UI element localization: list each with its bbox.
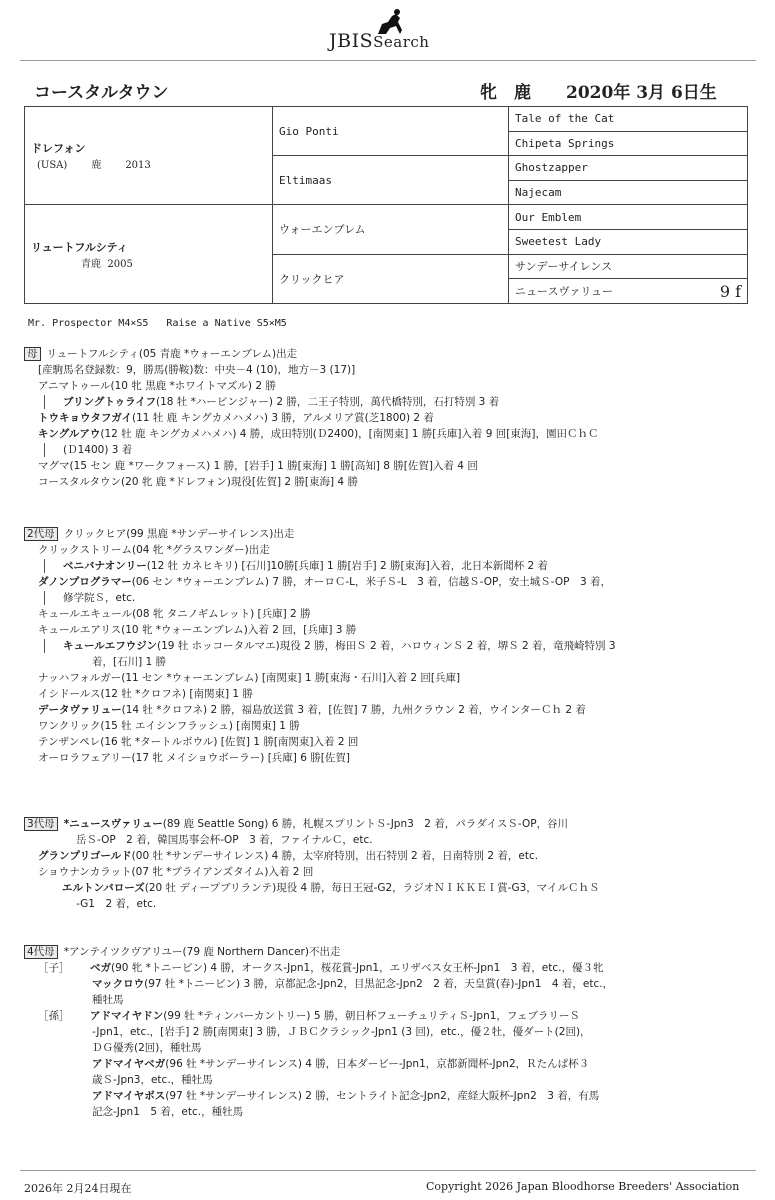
sire-name[interactable]: ドレフォン	[31, 142, 86, 156]
dam-section: 母 リュートフルシティ(05 青鹿 *ウォーエンブレム)出走 [産駒馬名登録数：9，勝馬(勝鞍)数：中央－4 (10)，地方－3 (17)] アニマトゥール(10 牝 黒鹿 *ホワイトマズル) 2 勝 ブリングトゥライフ(18 牡 *ハービンジャー) 2 勝，二王子特別，萬代橋特別，石打特別 3 着 トウキョウタフガイ(11 牡 鹿 キングカメハメハ) 3 勝，アルメリア賞(芝1800) 2 着 キングルアウ(12 牡 鹿 キングカメハメハ) 4 勝，成田特別(Ｄ2400)，[南関東] 1 勝[兵庫]入着 9 回[東海]，園田ＣｈＣ (Ｄ1400) 3 着 マグマ(15 セン 鹿 *ワークフォース) 1 勝，[岩手] 1 勝[東海] 1 勝[高知] 8 勝[佐賀]入着 4 回 コースタルタウン(20 牝 鹿 *ドレフォン)現役[佐賀] 2 勝[東海] 4 勝	[24, 346, 764, 490]
sire-dam-cell[interactable]: Eltimaas	[273, 156, 509, 205]
horse-name: コースタルタウン	[34, 83, 169, 103]
g3-ancestor[interactable]: Tale of the Cat	[509, 107, 748, 132]
logo-text: JBISSearch	[329, 30, 430, 52]
g3-ancestor[interactable]: ニュースヴァリュー	[515, 284, 614, 298]
third-dam-section: 3代母 *ニュースヴァリュー(89 鹿 Seattle Song) 6 勝，札幌スプリントＳ-Jpn3 2 着，パラダイスＳ-OP，谷川 岳Ｓ-OP 2 着，韓国馬事会杯-OP 3 着，ファイナルＣ，etc. グランプリゴールド(00 牡 *サンデーサイレンス) 4 勝，太宰府特別，出石特別 2 着，日南特別 2 着，etc. ショウナンカラット(07 牝 *ブライアンズタイム)入着 2 回 エルトンバローズ(20 牡 ディープブリランテ)現役 4 勝，毎日王冠-G2，ラジオＮＩＫＫＥＩ賞-G3，マイルＣｈＳ -G1 2 着，etc.	[24, 816, 764, 912]
family-number: 9 f	[719, 281, 741, 301]
dam-sire-cell[interactable]: ウォーエンブレム	[273, 205, 509, 254]
sire-sire-cell[interactable]: Gio Ponti	[273, 107, 509, 156]
sire-info: (USA) 鹿 2013	[37, 160, 151, 172]
horse-color: 鹿	[514, 83, 531, 103]
horse-birth-date: 2020年 3月 6日生	[566, 83, 717, 103]
section-tag: 2代母	[24, 527, 58, 541]
section-tag: 母	[24, 347, 41, 361]
section-tag: 3代母	[24, 817, 58, 831]
g3-ancestor[interactable]: Chipeta Springs	[509, 131, 748, 156]
dam-cell	[25, 205, 273, 303]
horse-header	[34, 78, 734, 104]
inbreeding-info: Mr. Prospector M4×S5 Raise a Native S5×M5	[28, 318, 287, 329]
g3-ancestor[interactable]: Sweetest Lady	[509, 229, 748, 254]
g3-ancestor-last	[509, 279, 748, 304]
pedigree-table	[24, 106, 748, 304]
g3-ancestor[interactable]: Our Emblem	[509, 205, 748, 230]
section-tag: 4代母	[24, 945, 58, 959]
copyright: Copyright 2026 Japan Bloodhorse Breeders' Association	[426, 1180, 740, 1193]
dam-name[interactable]: リュートフルシティ	[31, 240, 128, 254]
footer-divider	[20, 1170, 756, 1171]
header-divider	[20, 60, 756, 61]
sire-cell	[25, 107, 273, 205]
dam-dam-cell[interactable]: クリックヒア	[273, 254, 509, 303]
g3-ancestor[interactable]: Najecam	[509, 180, 748, 205]
horse-sex: 牝	[480, 83, 497, 103]
second-dam-section: 2代母 クリックヒア(99 黒鹿 *サンデーサイレンス)出走 クリックストリーム(04 牝 *グラスワンダー)出走 ベニバナオンリー(12 牡 カネヒキリ) [石川]10勝[兵庫] 1 勝[岩手] 2 勝[東海]入着，北日本新聞杯 2 着 ダノンプログラマー(06 セン *ウォーエンブレム) 7 勝，オーロＣ-L，米子Ｓ-L 3 着，信越Ｓ-OP，安土城Ｓ-OP 3 着， 修学院Ｓ，etc. キュールエキュール(08 牝 タニノギムレット) [兵庫] 2 勝 キュールエアリス(10 牝 *ウォーエンブレム)入着 2 回，[兵庫] 3 勝 キュールエフウジン(19 牡 ホッコータルマエ)現役 2 勝，梅田Ｓ 2 着，ハロウィンＳ 2 着，堺Ｓ 2 着，竜飛崎特別 3 着，[石川] 1 勝 ナッハフォルガー(11 セン *ウォーエンブレム) [南関東] 1 勝[東海・石川]入着 2 回[兵庫] イシドールス(12 牡 *クロフネ) [南関東] 1 勝 データヴァリュー(14 牡 *クロフネ) 2 勝，福島放送賞 3 着，[佐賀] 7 勝，九州クラウン 2 着，ウインターＣｈ 2 着 ワンクリック(15 牡 エイシンフラッシュ) [南関東] 1 勝 テンザンペレ(16 牝 *タートルボウル) [佐賀] 1 勝[南関東]入着 2 回 オーロラフェアリー(17 牝 メイショウボーラー) [兵庫] 6 勝[佐賀]	[24, 526, 764, 766]
dam-info: 青鹿 2005	[81, 258, 133, 270]
as-of-date: 2026年 2月24日現在	[24, 1182, 132, 1195]
g3-ancestor[interactable]: サンデーサイレンス	[509, 254, 748, 279]
fourth-dam-section: 4代母 *アンテイツクヴアリユー(79 鹿 Northern Dancer)不出走 ［子］ ベガ(90 牝 *トニービン) 4 勝，オークス-Jpn1，桜花賞-Jpn1，エリザベス女王杯-Jpn1 3 着，etc.，優３牝 マックロウ(97 牡 *トニービン) 3 勝，京都記念-Jpn2，目黒記念-Jpn2 2 着，天皇賞(春)-Jpn1 4 着，etc.， 種牡馬 ［孫］ アドマイヤドン(99 牡 *ティンバーカントリー) 5 勝，朝日杯フューチュリティＳ-Jpn1，フェブラリーＳ -Jpn1，etc.，[岩手] 2 勝[南関東] 3 勝，ＪＢＣクラシック-Jpn1 (3 回)，etc.，優２牡，優ダート(2回)， ＤＧ優秀(2回)，種牡馬 アドマイヤベガ(96 牡 *サンデーサイレンス) 4 勝，日本ダービー-Jpn1，京都新聞杯-Jpn2，Ｒたんぱ杯３ 歳Ｓ-Jpn3，etc.，種牡馬 アドマイヤボス(97 牡 *サンデーサイレンス) 2 勝，セントライト記念-Jpn2，産経大阪杯-Jpn2 3 着，有馬 記念-Jpn1 5 着，etc.，種牡馬	[24, 944, 764, 1120]
g3-ancestor[interactable]: Ghostzapper	[509, 156, 748, 181]
